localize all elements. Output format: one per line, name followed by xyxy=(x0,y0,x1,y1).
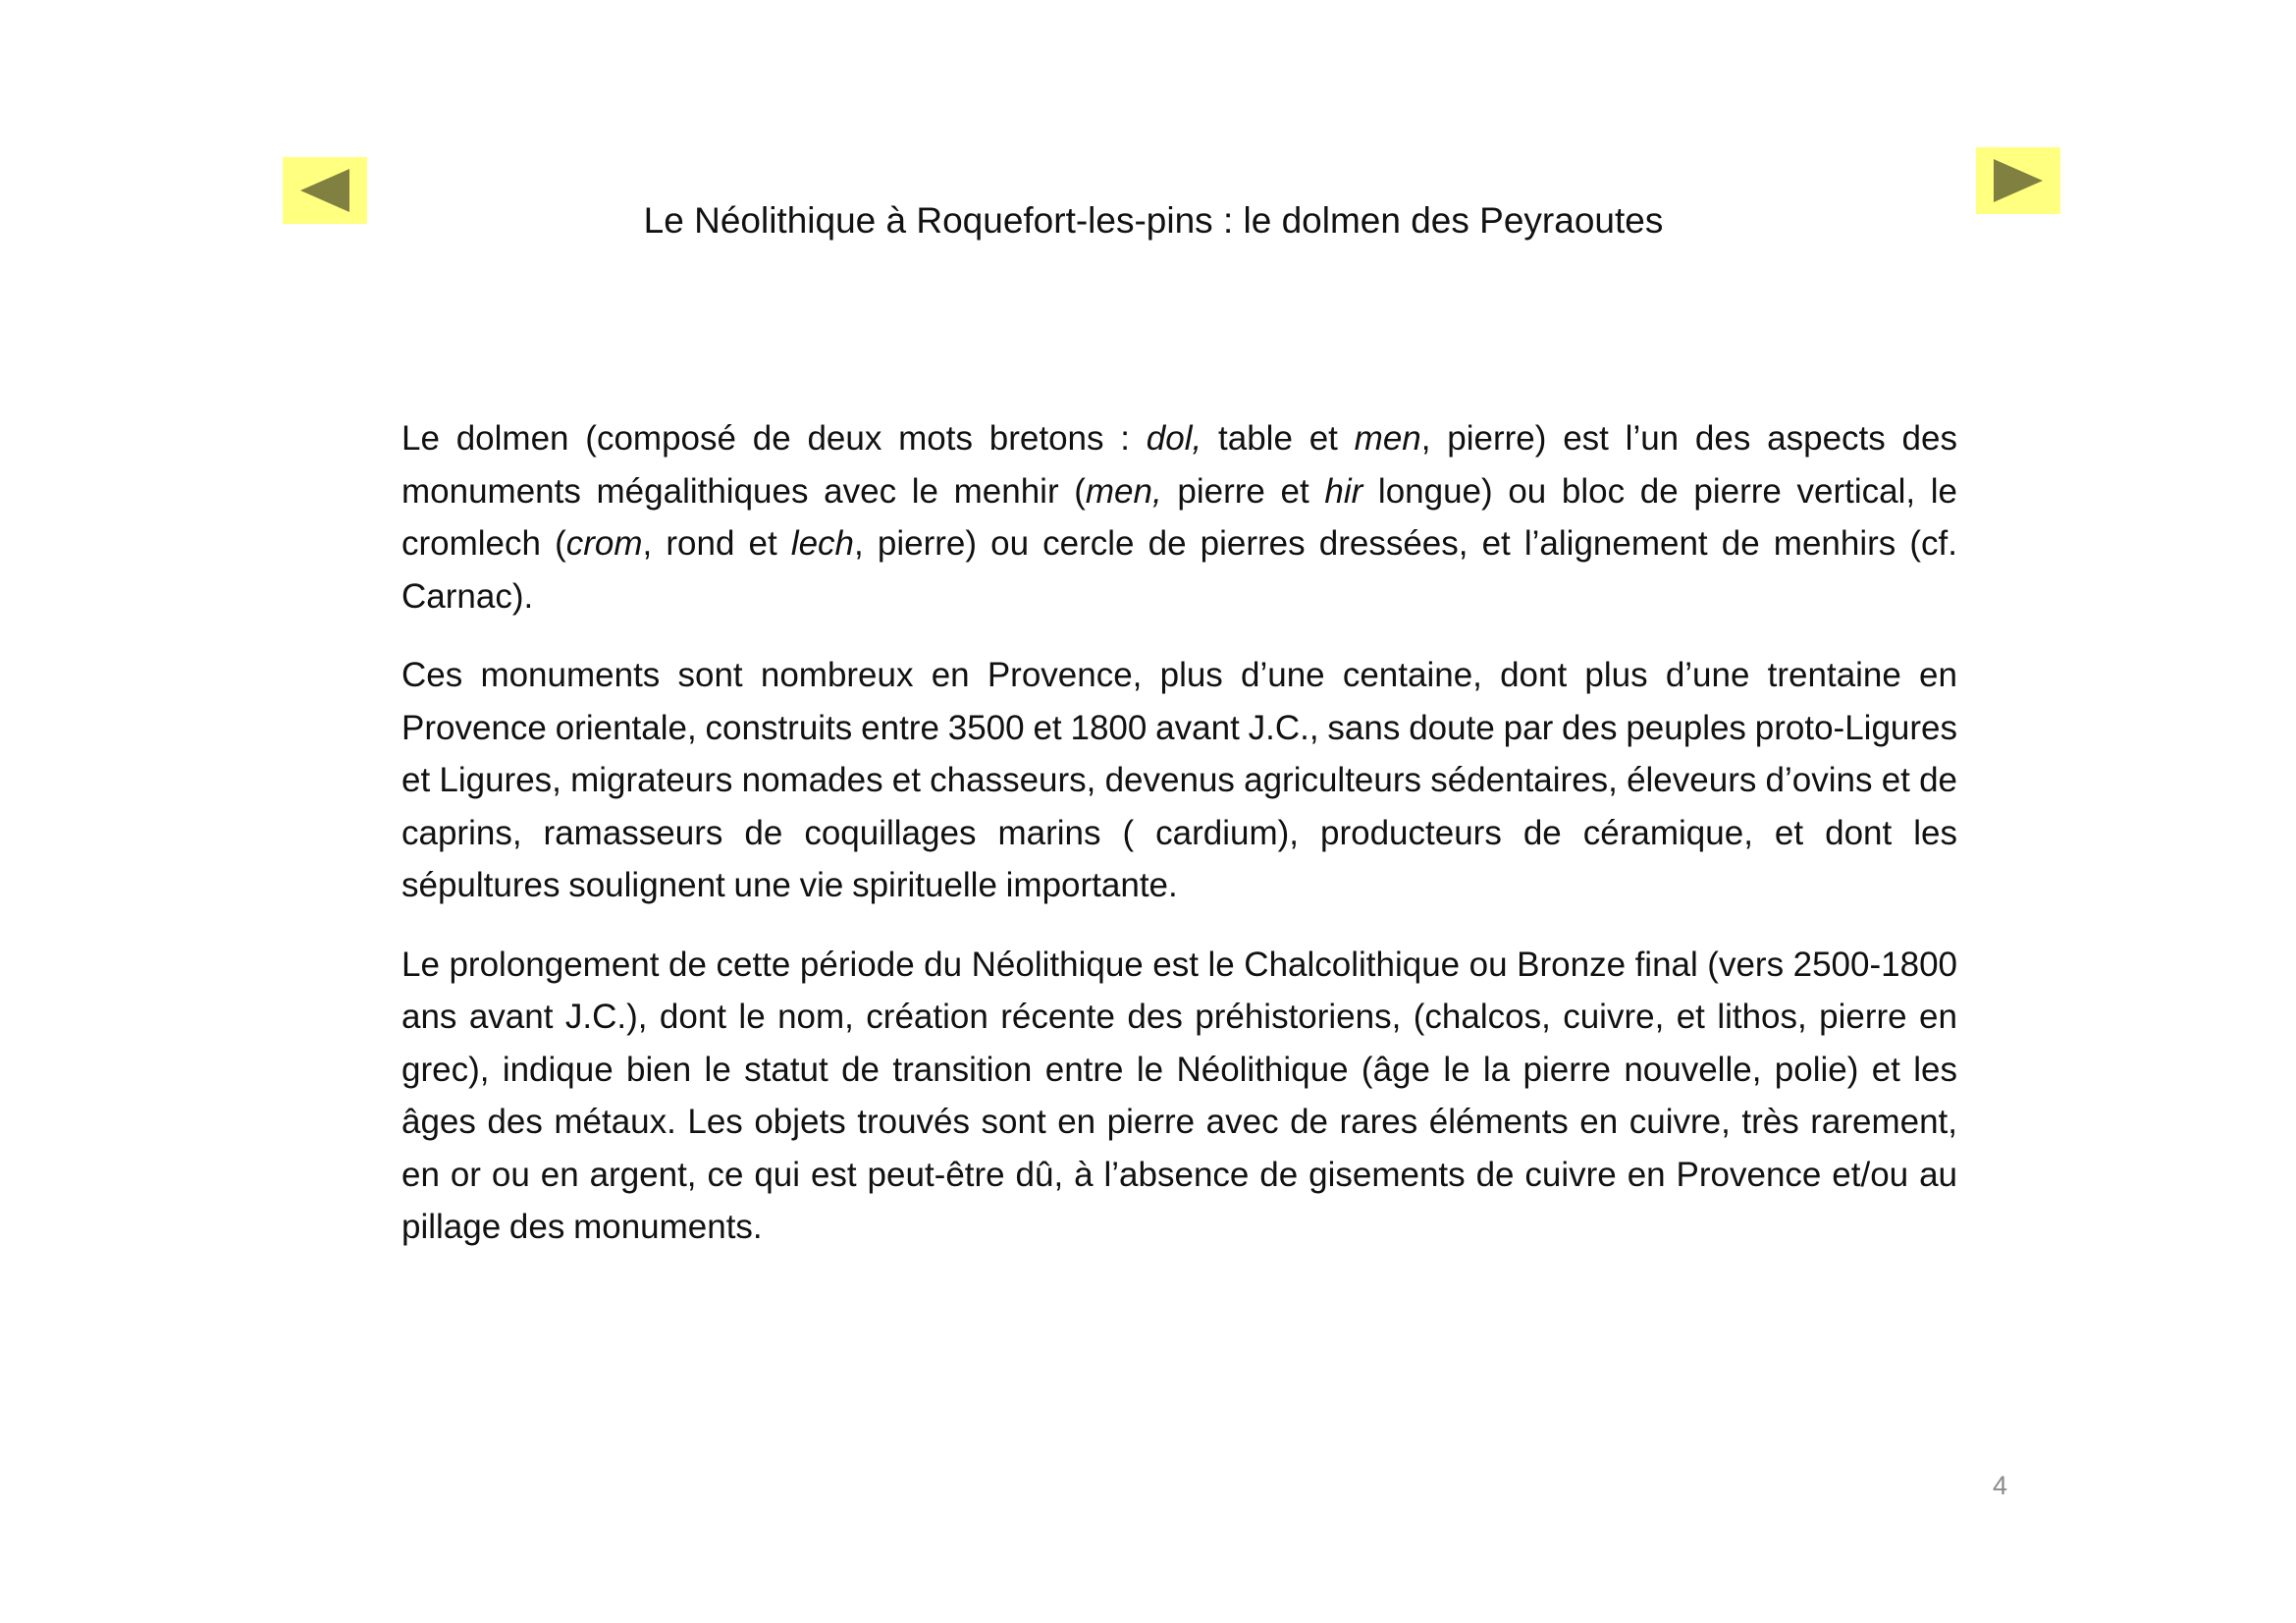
italic-term: hir xyxy=(1324,471,1363,511)
text-run: Le dolmen (composé de deux mots bretons : xyxy=(401,419,1147,458)
text-run: , pierre) est l’un des aspects des monuments mégalithiques avec le menhir ( xyxy=(401,419,1957,511)
italic-term: dol, xyxy=(1146,419,1202,458)
previous-page-button[interactable] xyxy=(283,157,367,224)
paragraph-chalcolithique: Le prolongement de cette période du Néolithique est le Chalcolithique ou Bronze final (vers 2500-1800 ans avant J.C.), dont le nom, création récente des préhistoriens, (chalcos, cuivre, et lithos, pierre en grec), indique bien le statut de transition entre le Néolithique (âge le la pierre nouvelle, polie) et les âges des métaux. Les objets trouvés sont en pierre avec de rares éléments en cuivre, très rarement, en or ou en argent, ce qui est peut-être dû, à l’absence de gisements de cuivre en Provence et/ou au pillage des monuments. xyxy=(401,945,1957,1246)
next-page-button[interactable] xyxy=(1976,147,2060,214)
paragraph-provence-monuments: Ces monuments sont nombreux en Provence, plus d’une centaine, dont plus d’une trentaine en Provence orientale, construits entre 3500 et 1800 avant J.C., sans doute par des peuples proto-Ligures et Ligures, migrateurs nomades et chasseurs, devenus agriculteurs sédentaires, éleveurs d’ovins et de caprins, ramasseurs de coquillages marins ( cardium), producteurs de céramique, et dont les sépultures soulignent une vie spirituelle importante. xyxy=(401,656,1957,904)
text-run: table et xyxy=(1201,419,1355,458)
page-title: Le Néolithique à Roquefort-les-pins : le dolmen des Peyraoutes xyxy=(643,200,1664,241)
page-number: 4 xyxy=(1993,1471,2008,1500)
italic-term: lech xyxy=(790,524,855,563)
italic-term: men, xyxy=(1085,471,1162,511)
text-run: pierre et xyxy=(1161,471,1325,511)
text-run: , rond et xyxy=(642,524,791,563)
right-arrow-icon xyxy=(1976,147,2060,214)
italic-term: crom xyxy=(565,524,643,563)
paragraph-dolmen-definition xyxy=(401,412,1957,622)
text-run: longue) ou bloc de pierre vertical, le cromlech ( xyxy=(401,471,1957,563)
left-arrow-icon xyxy=(283,157,367,224)
body-text xyxy=(401,412,1957,1254)
text-run: , pierre) ou cercle de pierres dressées, et l’alignement de menhirs (cf. Carnac). xyxy=(401,524,1957,616)
italic-term: men xyxy=(1354,419,1421,458)
